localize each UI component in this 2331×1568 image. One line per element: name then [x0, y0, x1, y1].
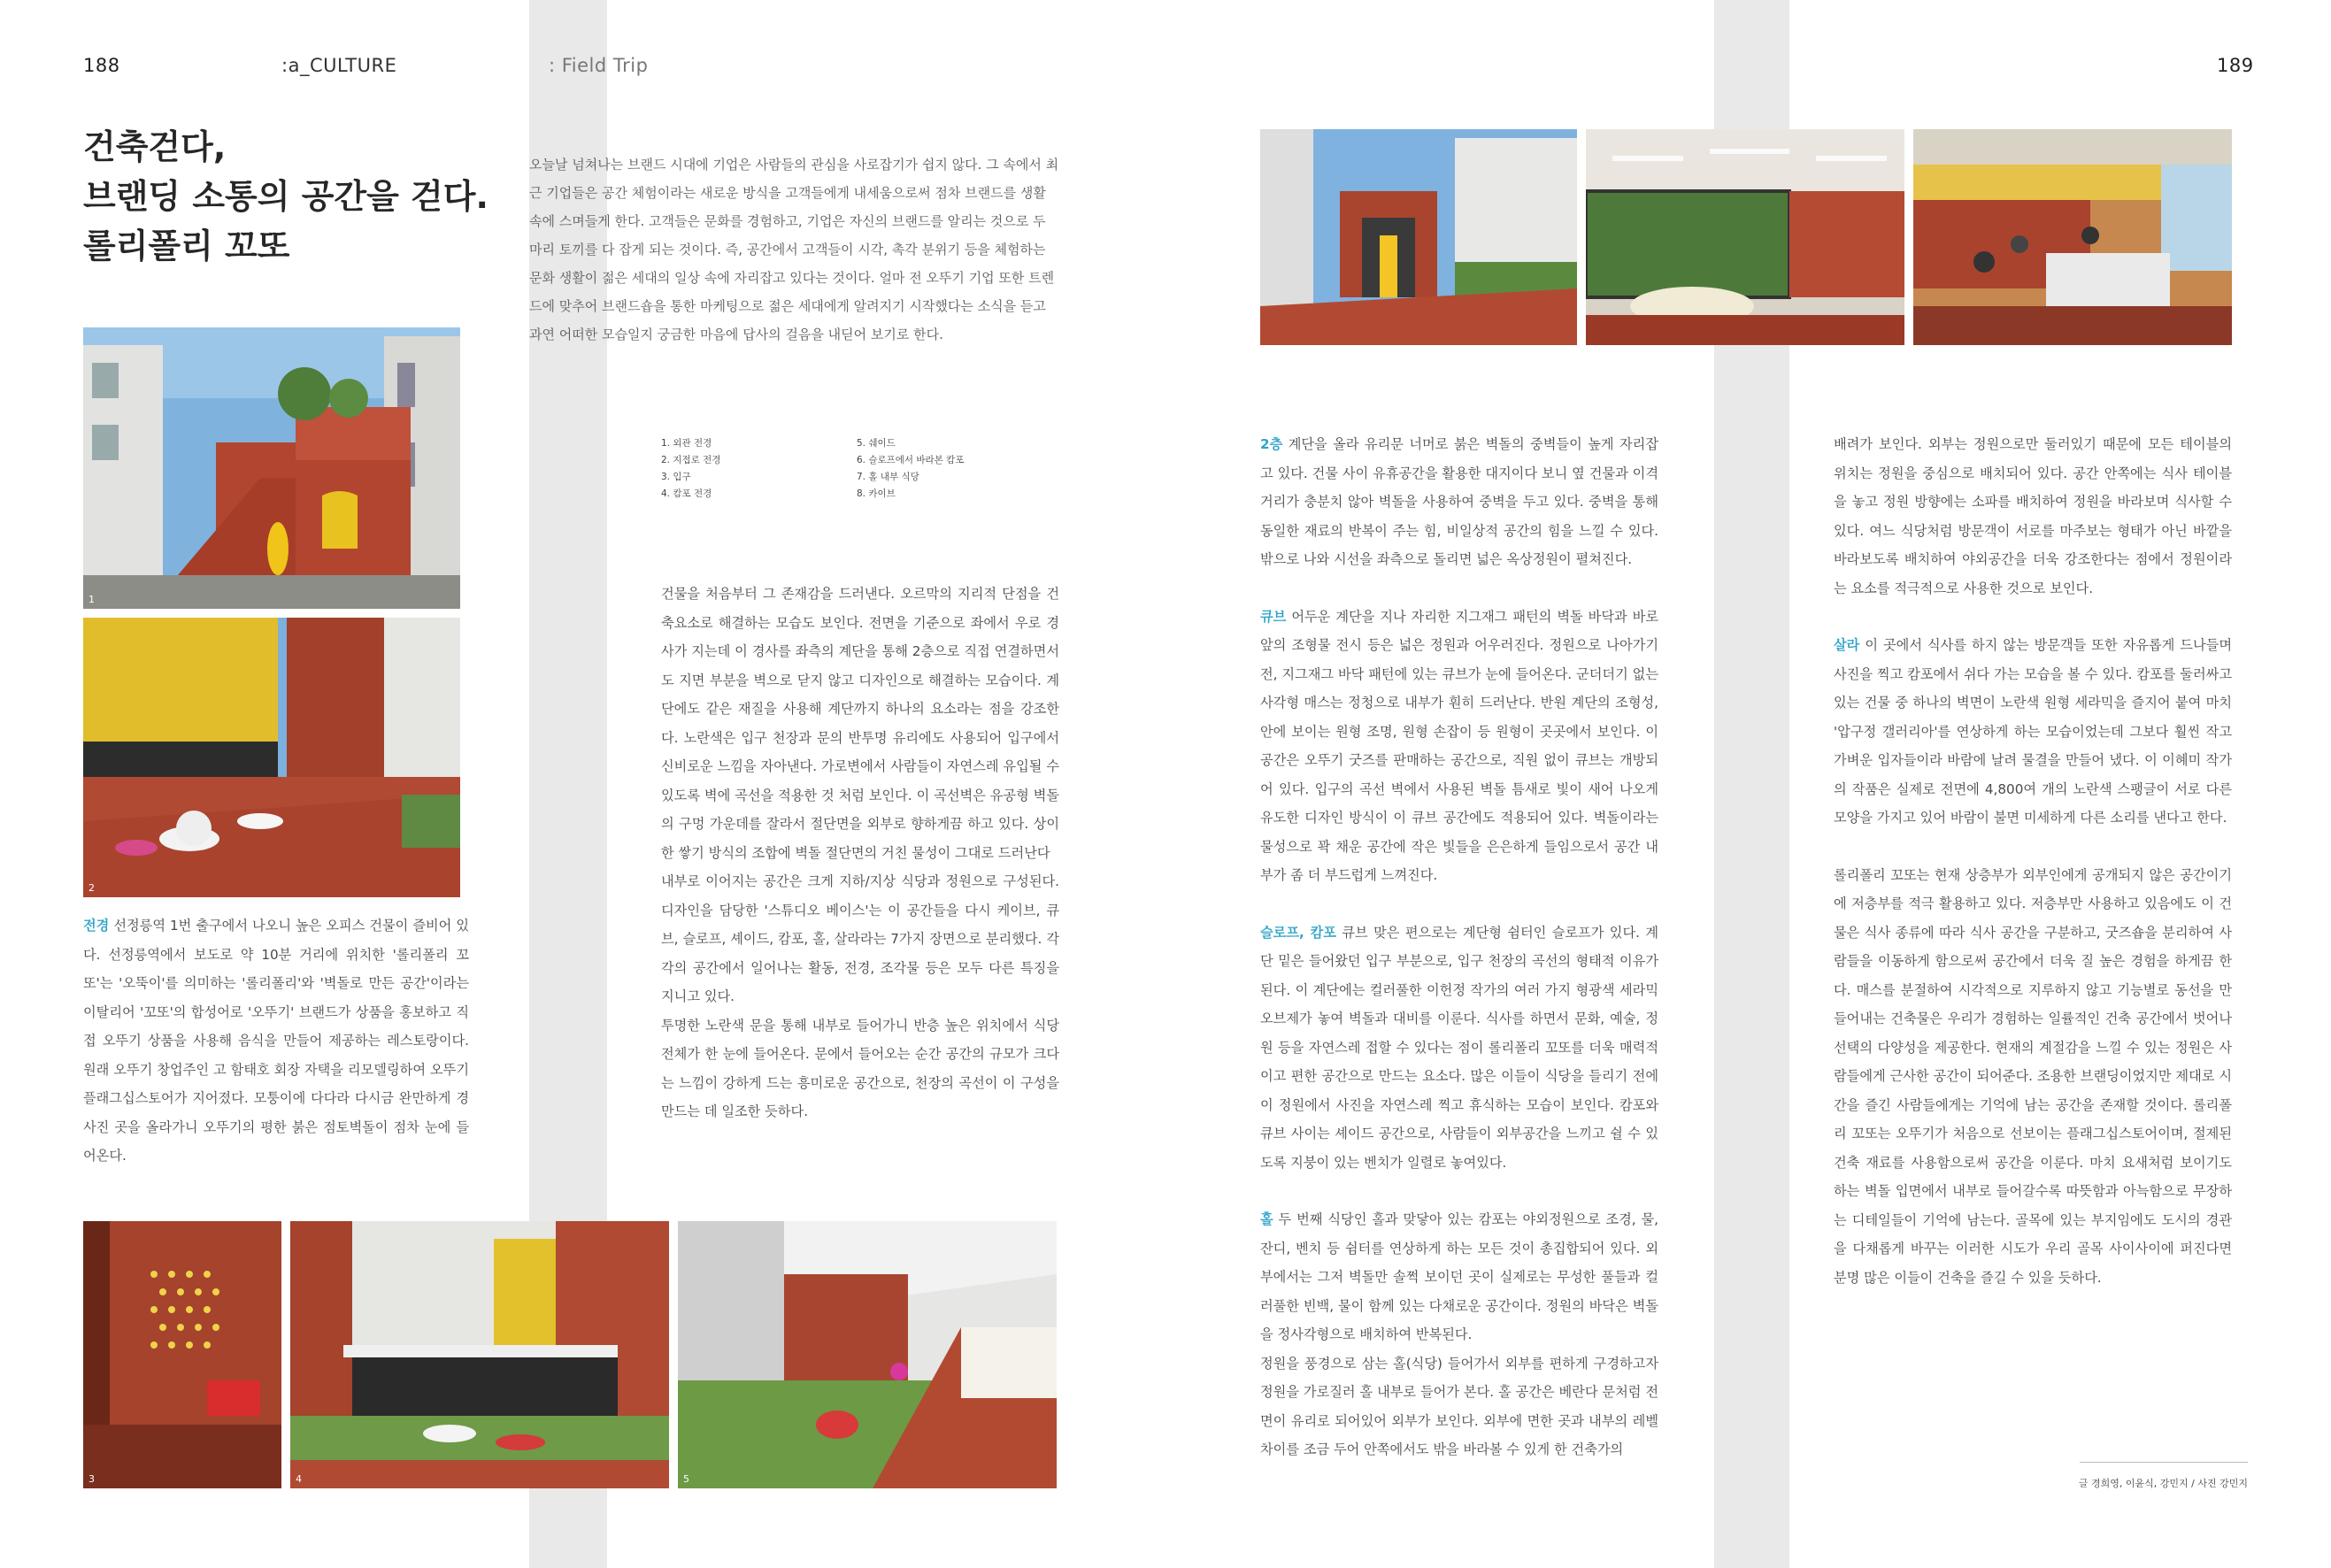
body-col2-p3: 투명한 노란색 문을 통해 내부로 들어가니 반층 높은 위치에서 식당 전체가 한 눈에 들어온다. 문에서 들어오는 순간 공간의 규모가 크다는 느낌이 강하게 드는 흥미로운 공간으로, 천장의 곡선이 이 구성을 만드는 데 일조한 듯하다.: [661, 1017, 1059, 1119]
body-col3-s3: 큐브 맞은 편으로는 계단형 쉼터인 슬로프가 있다. 계단 밑은 들어왔던 입구 부분으로, 입구 천장의 곡선의 형태적 이유가 된다. 이 계단에는 컬러풀한 이헌정 작가의 여러 가지 형광색 세라믹 오브제가 놓여 벽돌과 대비를 이룬다. 식사를 하면서 문화, 예술, 정원 등을 자연스레 접할 수 있다는 점이 롤리폴리 꼬또를 더욱 매력적이고 편한 공간으로 만드는 요소다. 많은 이들이 식당을 들리기 전에 이 정원에서 사진을 자연스레 찍고 휴식하는 모습이 보인다. 캄포와 큐브 사이는 셰이드 공간으로, 사람들이 외부공간을 느끼고 쉴 수 있도록 지붕이 있는 벤치가 일렬로 놓여있다.: [1260, 924, 1658, 1171]
body-col3-s5: 정원을 풍경으로 삼는 홀(식당) 들어가서 외부를 편하게 구경하고자 정원을 가로질러 홀 내부로 들어가 본다. 홀 공간은 베란다 문처럼 전면이 유리로 되어있어 외부가 보인다. 외부에 면한 곳과 내부의 레벨 차이를 조금 두어 안쪽에서도 밖을 바라볼 수 있게 한 건축가의: [1260, 1355, 1658, 1457]
caption-item: 2. 지접로 전경: [661, 455, 721, 465]
photo-restaurant: [1913, 129, 2232, 345]
section-label: :a_CULTURE: [281, 55, 397, 76]
body-col3-s2: 어두운 계단을 지나 자리한 지그재그 패턴의 벽돌 바닥과 바로 앞의 조형물 전시 등은 넓은 정원과 어우러진다. 정원으로 나아가기 전, 지그재그 바닥 패턴에 있는 큐브가 눈에 들어온다. 군더더기 없는 사각형 매스는 정청으로 내부가 훤히 드러난다. 반원 계단의 조형성, 안에 보이는 원형 조명, 원형 손잡이 등 원형이 곳곳에서 보인다. 이 공간은 오뚜기 굿즈를 판매하는 공간으로, 직원 없이 큐브는 개방되어 있다. 입구의 곡선 벽에서 사용된 벽돌 틈새로 빛이 새어 나오게 유도한 디자인 방식이 이 큐브 공간에도 적용되어 있다. 벽돌이라는 물성으로 꽉 채운 공간에 작은 빛들을 은은하게 들임으로서 공간 내부가 좀 더 부드럽게 느껴진다.: [1260, 608, 1658, 883]
body-column-4: [1834, 430, 2232, 1292]
photo-hall-interior: [1586, 129, 1904, 345]
keyword-cube: 큐브: [1260, 608, 1287, 625]
keyword-2f: 2층: [1260, 436, 1283, 452]
title-line-1: 건축걷다,: [83, 127, 227, 166]
title-line-3: 롤리폴리 꼬또: [83, 227, 290, 265]
caption-list-right: [857, 435, 964, 503]
caption-item: 8. 카이브: [857, 488, 896, 499]
photo-cave: [83, 1221, 281, 1488]
caption-item: 5. 쉐이드: [857, 438, 896, 449]
photo-exterior: [83, 327, 460, 609]
photo-cave-image: [83, 1221, 281, 1488]
photo-shade: [678, 1221, 1057, 1488]
field-trip-label: : Field Trip: [549, 55, 649, 76]
photo-exterior-image: [83, 327, 460, 609]
photo-shade-image: [678, 1221, 1057, 1488]
photo-number-2: 2: [88, 882, 95, 894]
photo-number-1: 1: [88, 594, 95, 605]
body-col3-s1: 계단을 올라 유리문 너머로 붉은 벽돌의 중벽들이 높게 자리잡고 있다. 건물 사이 유휴공간을 활용한 대지이다 보니 옆 건물과 이격 거리가 충분치 않아 벽돌을 사용하여 중벽을 두고 있다. 중벽을 통해 동일한 재료의 반복이 주는 힘, 비일상적 공간의 힘을 느낄 수 있다. 밖으로 나와 시선을 좌측으로 돌리면 넓은 옥상정원이 펼쳐진다.: [1260, 436, 1658, 567]
photo-cube-image: [1260, 129, 1577, 345]
photo-restaurant-image: [1913, 129, 2232, 345]
keyword-hall: 홀: [1260, 1211, 1273, 1227]
keyword-exterior: 전경: [83, 918, 110, 934]
photo-garden-hall: [290, 1221, 669, 1488]
photo-cube: [1260, 129, 1577, 345]
body-column-3: [1260, 430, 1658, 1464]
caption-item: 4. 캄포 전경: [661, 488, 712, 499]
intro-paragraph: 오늘날 넘쳐나는 브랜드 시대에 기업은 사람들의 관심을 사로잡기가 쉽지 않다. 그 속에서 최근 기업들은 공간 체험이라는 새로운 방식을 고객들에게 내세움으로써 점차 브랜드를 생활 속에 스며들게 한다. 고객들은 문화를 경험하고, 기업은 자신의 브랜드를 알리는 것으로 두 마리 토끼를 다 잡게 되는 것이다. 즉, 공간에서 고객들이 시각, 촉각 분위기 등을 체험하는 문화 생활이 젊은 세대의 일상 속에 자리잡고 있다는 것이다. 얼마 전 오뚜기 기업 또한 트렌드에 맞추어 브랜드숍을 통한 마케팅으로 젊은 세대에게 알려지기 시작했다는 소식을 듣고 과연 어떠한 모습일지 궁금한 마음에 답사의 걸음을 내딛어 보기로 한다.: [529, 157, 1059, 342]
caption-item: 7. 홀 내부 식당: [857, 472, 919, 482]
body-col2-p2: 내부로 이어지는 공간은 크게 지하/지상 식당과 정원으로 구성된다. 디자인을 담당한 '스튜디오 베이스'는 이 공간들을 다시 케이브, 큐브, 슬로프, 셰이드, 캄포, 홀, 살라라는 7가지 장면으로 분리했다. 각각의 공간에서 일어나는 활동, 전경, 조각물 등은 모두 다른 특징을 지니고 있다.: [661, 873, 1059, 1004]
body-col4-p2: 롤리폴리 꼬또는 현재 상층부가 외부인에게 공개되지 않은 공간이기에 저층부를 적극 활용하고 있다. 저층부만 사용하고 있음에도 이 건물은 식사 종류에 따라 식사 공간을 구분하고, 굿즈숍을 분리하여 사람들을 이동하게 함으로써 공간에서 더욱 질 높은 경험을 하게끔 한다. 매스를 분절하여 시각적으로 지루하지 않고 기능별로 동선을 만들어내는 건축물은 우리가 경험하는 일률적인 건축 공간에서 벗어나 선택의 다양성을 제공한다. 현재의 계절감을 느낄 수 있는 정원은 사람들에게 근사한 공간이 되어준다. 조용한 브랜딩이었지만 제대로 시간을 즐긴 사람들에게는 기억에 남는 공간을 존재할 것이다. 롤리폴리 꼬또는 오뚜기가 처음으로 선보이는 플래그십스토어이며, 절제된 건축 재료를 사용함으로써 공간을 이룬다. 마치 요새처럼 보이기도 하는 벽돌 입면에서 내부로 들어갈수록 따뜻함과 아늑함으로 무장하는 디테일들이 기억에 남는다. 골목에 있는 부지임에도 도시의 경관을 다채롭게 바꾸는 이러한 시도가 우리 골목 사이사이에 퍼진다면 분명 많은 이들이 건축을 즐길 수 있을 듯하다.: [1834, 866, 2232, 1286]
caption-item: 3. 입구: [661, 472, 691, 482]
page-number-right: 189: [2217, 55, 2254, 76]
photo-garden-hall-image: [290, 1221, 669, 1488]
caption-item: 1. 외관 전경: [661, 438, 712, 449]
body-col3-s4: 두 번째 식당인 홀과 맞닿아 있는 캄포는 야외정원으로 조경, 물, 잔디, 벤치 등 쉼터를 연상하게 하는 모든 것이 총집합되어 있다. 외부에서는 그저 벽돌만 솔쩍 보이던 곳이 실제로는 무성한 풀들과 컬러풀한 빈백, 물이 함께 있는 다채로운 공간이다. 정원의 바닥은 벽돌을 정사각형으로 배치하여 반복된다.: [1260, 1211, 1658, 1342]
caption-item: 6. 슬로프에서 바라본 캄포: [857, 455, 965, 465]
body-col4-s: 이 곳에서 식사를 하지 않는 방문객들 또한 자유롭게 드나들며 사진을 찍고 캄포에서 쉬다 가는 모습을 볼 수 있다. 캄포를 둘러싸고 있는 건물 중 하나의 벽면이 노란색 원형 세라믹을 즐지어 붙여 마치 '압구정 갤러리아'를 연상하게 하는 모습이었는데 그보다 훨씬 작고 가벼운 입자들이라 바람에 날려 물결을 만들어 냈다. 이 이혜미 작가의 작품은 실제로 전면에 4,800여 개의 노란색 스팽글이 서로 다른 모양을 가지고 있어 바람이 불면 미세하게 다른 소리를 낸다고 한다.: [1834, 637, 2232, 826]
body-column-1: [83, 911, 469, 1171]
keyword-slope-campo: 슬로프, 캄포: [1260, 924, 1336, 941]
photo-number-3: 3: [88, 1473, 95, 1485]
body-col4-p1: 배려가 보인다. 외부는 정원으로만 둘러있기 때문에 모든 테이블의 위치는 정원을 중심으로 배치되어 있다. 공간 안쪽에는 식사 테이블을 놓고 정원 방향에는 소파를 배치하여 정원을 바라보며 식사할 수 있다. 여느 식당처럼 방문객이 서로를 마주보는 형태가 아닌 바깥을 바라보도록 배치하여 야외공간을 더욱 강조한다는 점에서 정원이라는 요소를 적극적으로 사용한 것으로 보인다.: [1834, 436, 2232, 596]
keyword-sala: 살라: [1834, 637, 1860, 653]
title-line-2: 브랜딩 소통의 공간을 걷다.: [83, 177, 489, 216]
caption-list-left: [661, 435, 720, 503]
photo-credit: 글 경희영, 이윤식, 강민지 / 사진 강민지: [2078, 1478, 2248, 1489]
body-column-2: [661, 580, 1059, 1126]
photo-number-4: 4: [296, 1473, 302, 1485]
body-col1-text: 선정릉역 1번 출구에서 나오니 높은 오피스 건물이 즐비어 있다. 선정릉역에서 보도로 약 10분 거리에 위치한 '롤리폴리 꼬또'는 '오뚝이'를 의미하는 '롤리폴리'와 '벽돌로 만든 공간'이라는 이탈리어 '꼬또'의 합성어로 '오뚜기' 브랜드가 상품을 홍보하고 직접 오뚜기 상품을 사용해 음식을 만들어 제공하는 레스토랑이다. 원래 오뚜기 창업주인 고 함태호 회장 자택을 리모델링하여 오뚜기 플래그십스토어가 지어졌다. 모퉁이에 다다라 다시금 완만하게 경사진 곳을 올라가니 오뚜기의 평한 붉은 점토벽돌이 점차 눈에 들어온다.: [83, 918, 469, 1164]
page-number-left: 188: [83, 55, 120, 76]
photo-courtyard: [83, 618, 460, 897]
body-col2-p1: 건물을 처음부터 그 존재감을 드러낸다. 오르막의 지리적 단점을 건축요소로 해결하는 모습도 보인다. 전면을 기준으로 좌에서 우로 경사가 지는데 이 경사를 좌측의 계단을 통해 2층으로 직접 연결하면서도 지면 부분을 벽으로 닫지 않고 디자인으로 해결하는 모습이다. 계단에도 같은 재질을 사용해 계단까지 하나의 요소라는 점을 강조한다. 노란색은 입구 천장과 문의 반투명 유리에도 사용되어 입구에서 신비로운 느낌을 자아낸다. 가로변에서 사람들이 자연스레 유입될 수 있도록 벽에 곡선을 적용한 것 처럼 보인다. 이 곡선벽은 유공형 벽돌의 구멍 가운데를 잘라서 절단면을 외부로 향하게끔 하고 있다. 상이한 쌓기 방식의 조합에 벽돌 절단면의 거친 물성이 그대로 드러난다: [661, 586, 1059, 861]
photo-number-5: 5: [683, 1473, 689, 1485]
credit-divider: [2080, 1462, 2248, 1463]
article-title: [83, 122, 489, 271]
photo-hall-interior-image: [1586, 129, 1904, 345]
photo-courtyard-image: [83, 618, 460, 897]
